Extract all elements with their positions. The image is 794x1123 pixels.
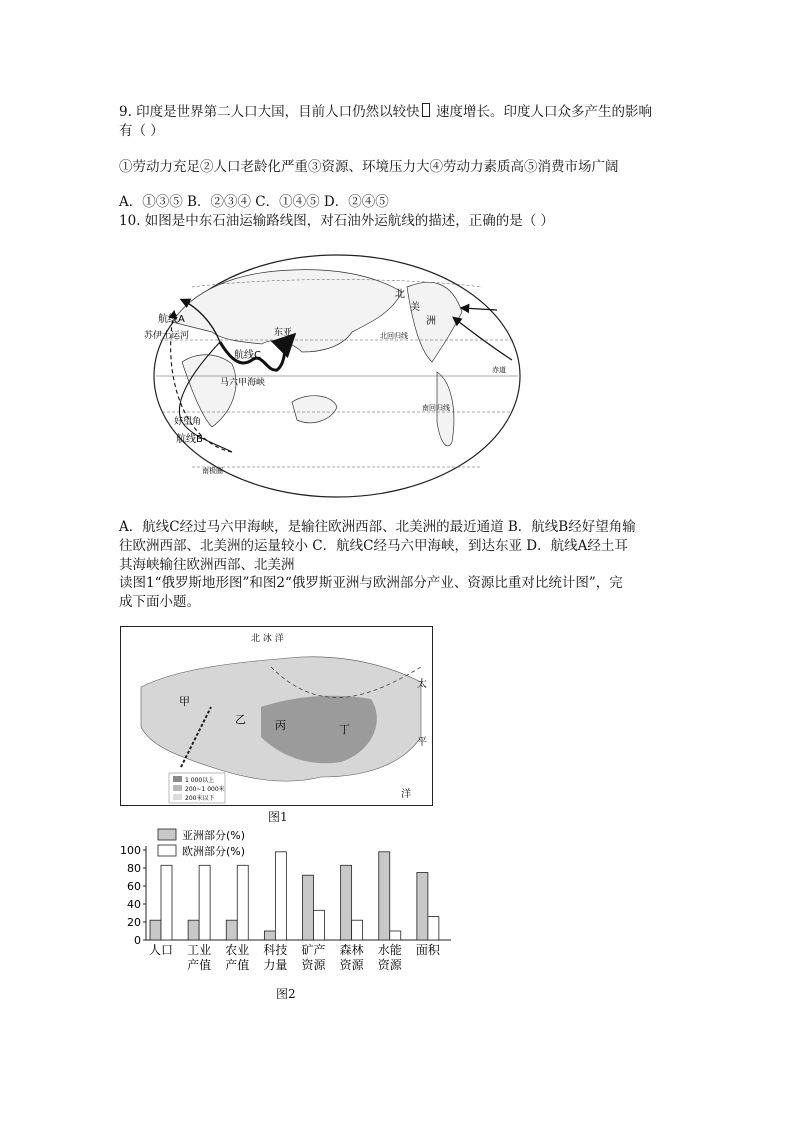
label-arctic-ocean: 北 冰 洋	[251, 634, 284, 644]
y-tick-label-40: 40	[127, 898, 141, 911]
bar-1-0	[161, 865, 172, 940]
x-tick-label-1-0: 工业	[187, 943, 212, 957]
q9-text-b: 速度增长。印度人口众多产生的影响	[431, 104, 652, 120]
label-tropic-north: 北回归线	[380, 332, 408, 340]
russia-map-svg	[121, 627, 432, 805]
x-tick-label-4-0: 矿产	[301, 943, 326, 957]
bar-chart	[118, 825, 458, 975]
q9-options: A．①③⑤ B．②③④ C．①④⑤ D．②④⑤	[119, 194, 389, 210]
q9-line1	[119, 103, 652, 121]
label-malacca: 马六甲海峡	[220, 378, 266, 388]
legend-swatch-high	[173, 776, 182, 782]
label-east-asia: 东亚	[274, 328, 293, 338]
bar-0-5	[341, 865, 352, 940]
russia-terrain-map	[120, 626, 433, 806]
bar-1-3	[275, 852, 286, 940]
reading-line-1: 读图1“俄罗斯地形图”和图2“俄罗斯亚洲与欧洲部分产业、资源比重对比统计图”，完	[119, 575, 623, 591]
x-tick-label-3-0: 科技	[263, 943, 288, 957]
label-tropic-south: 南回归线	[422, 404, 450, 412]
bar-0-7	[417, 873, 428, 941]
q9-statements: ①劳动力充足②人口老龄化严重③资源、环境压力大④劳动力素质高⑤消费市场广阔	[119, 159, 619, 175]
label-bing: 丙	[275, 719, 286, 732]
label-yi: 乙	[235, 713, 246, 726]
x-tick-label-7-0: 面积	[415, 943, 440, 957]
label-antarctic: 南极圈	[202, 467, 223, 475]
bar-0-6	[379, 852, 390, 940]
q10-stem: 10. 如图是中东石油运输路线图，对石油外运航线的描述，正确的是（ ）	[119, 213, 555, 229]
y-tick-label-60: 60	[127, 880, 141, 893]
label-yang: 洋	[401, 789, 411, 800]
q10-answer-line-3: 其海峡输往欧洲西部、北美洲	[119, 557, 295, 573]
x-tick-label-6-0: 水能	[377, 943, 402, 957]
legend-swatch-low	[173, 794, 182, 800]
label-america: 美	[410, 302, 420, 313]
legend-swatch-mid	[173, 785, 182, 791]
bar-0-1	[188, 920, 199, 940]
x-tick-label-2-1: 产值	[225, 958, 250, 972]
bar-1-5	[352, 920, 363, 940]
bar-0-3	[264, 931, 275, 940]
x-tick-label-3-1: 力量	[263, 958, 288, 972]
q10-answer-line-1: A．航线C经过马六甲海峡，是输往欧洲西部、北美洲的最近通道 B．航线B经好望角输	[119, 519, 636, 535]
legend-swatch-1	[158, 845, 176, 856]
y-tick-label-80: 80	[127, 862, 141, 875]
y-tick-label-20: 20	[127, 916, 141, 929]
y-tick-label-0: 0	[134, 934, 141, 947]
reading-line-2: 成下面小题。	[119, 594, 200, 610]
label-equator: 赤道	[492, 366, 506, 374]
q9-line2: 有（ ）	[119, 123, 164, 139]
x-tick-label-0-0: 人口	[148, 943, 174, 957]
label-cape: 好望角	[174, 417, 202, 427]
fig1-caption: 图1	[268, 810, 288, 824]
label-suez: 苏伊士运河	[144, 331, 190, 341]
x-tick-label-6-1: 资源	[377, 958, 402, 972]
legend-label-1: 欧洲部分(%)	[182, 845, 246, 858]
legend-label-high: 1 000以上	[185, 777, 215, 784]
q10-answer-line-2: 往欧洲西部、北美洲的运量较小 C．航线C经马六甲海峡，到达东亚 D．航线A经土耳	[119, 538, 628, 554]
legend-label-low: 200米以下	[185, 795, 215, 802]
x-tick-label-1-1: 产值	[187, 958, 212, 972]
legend-swatch-0	[158, 829, 176, 840]
q9-text-a: 9. 印度是世界第二人口大国，目前人口仍然以较快	[119, 104, 420, 120]
label-continent: 洲	[426, 316, 436, 327]
bar-1-1	[199, 865, 210, 940]
x-tick-label-5-1: 资源	[339, 958, 364, 972]
oil-route-map	[144, 252, 522, 500]
label-route-c: 航线C	[234, 350, 261, 361]
bar-1-2	[237, 865, 248, 940]
bar-1-6	[390, 931, 401, 940]
label-route-a: 航线A	[158, 314, 185, 325]
bar-0-0	[150, 920, 161, 940]
bar-0-2	[226, 920, 237, 940]
missing-glyph-box	[422, 103, 430, 117]
x-tick-label-5-0: 森林	[339, 943, 364, 957]
legend-label-0: 亚洲部分(%)	[182, 829, 246, 842]
label-ding: 丁	[339, 723, 350, 736]
bar-0-4	[303, 875, 314, 940]
label-jia: 甲	[179, 695, 190, 708]
label-north: 北	[395, 289, 405, 300]
bar-1-4	[314, 910, 325, 940]
legend-label-mid: 200~1 000米	[185, 786, 225, 793]
x-tick-label-4-1: 资源	[301, 958, 326, 972]
x-tick-label-2-0: 农业	[225, 943, 250, 957]
y-tick-label-100: 100	[120, 844, 141, 857]
label-route-b: 航线B	[176, 434, 203, 445]
bar-1-7	[428, 917, 439, 940]
label-tai: 太	[417, 679, 427, 690]
label-ping: 平	[417, 737, 427, 748]
fig2-caption: 图2	[276, 987, 296, 1001]
